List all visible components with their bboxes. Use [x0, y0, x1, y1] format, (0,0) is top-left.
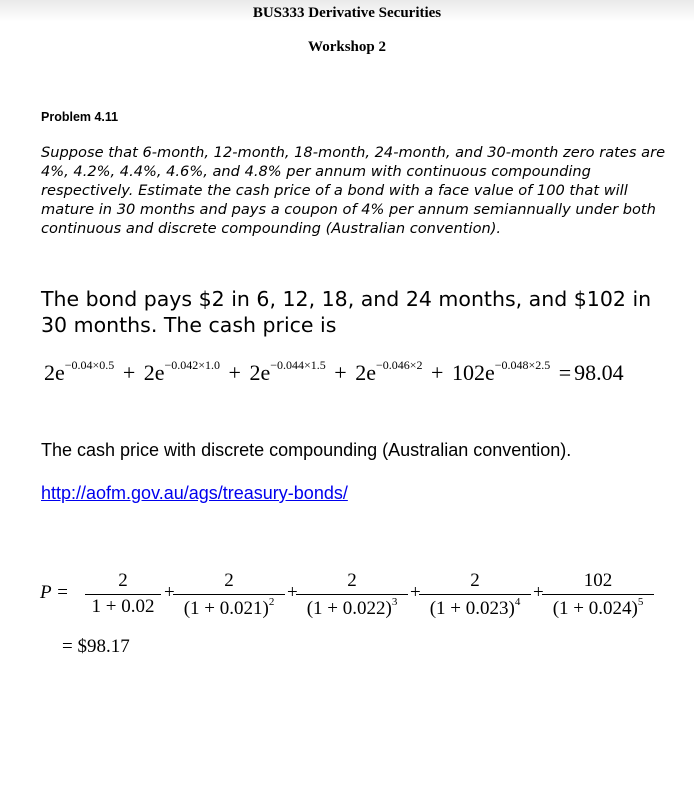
plus-sign: + — [533, 582, 544, 603]
discrete-price-equation — [40, 570, 680, 630]
eq-term-2: $2e^{-0.042\times 1.0}$ — [143, 358, 221, 385]
fraction-4: 2 $(1 + 0.023)^4$ — [419, 570, 531, 620]
eq-term-5: $102e^{-0.048\times 2.5}$ — [451, 358, 551, 385]
fraction-1: 2 1 + 0.02 — [85, 570, 161, 618]
problem-statement: Suppose that 6-month, 12-month, 18-month, 24-month, and 30-month zero rates are 4%, 4.2%, 4.4%, 4.6%, and 4.8% per annum with continuous compounding respectively. Estimate the cash price of a bond with a face value of 100 that will mature in 30 months and pays a coupon of 4% per annum semiannually under both continuous and discrete compounding (Australian convention). — [41, 144, 666, 237]
plus-sign: + — [410, 582, 421, 603]
plus-sign: + — [334, 360, 347, 385]
fraction-2: 2 $(1 + 0.021)^2$ — [173, 570, 285, 620]
discrete-result: = $98.17 — [62, 636, 130, 657]
workshop-title: Workshop 2 — [308, 39, 386, 55]
fraction-5: 102 $(1 + 0.024)^5$ — [542, 570, 654, 620]
plus-sign: + — [122, 360, 136, 385]
eq-term-3: $2e^{-0.044\times 1.5}$ — [249, 358, 326, 385]
problem-label: Problem 4.11 — [41, 110, 119, 124]
fraction-3: 2 $(1 + 0.022)^3$ — [296, 570, 408, 620]
course-title: BUS333 Derivative Securities — [252, 5, 442, 21]
plus-sign: + — [287, 582, 298, 603]
plus-sign: + — [431, 360, 444, 385]
plus-sign: + — [228, 360, 241, 385]
answer-intro: The bond pays $2 in 6, 12, 18, and 24 months, and $102 in 30 months. The cash price is — [41, 287, 652, 337]
price-symbol: P = — [40, 582, 69, 603]
discrete-intro: The cash price with discrete compounding (Australian convention). — [41, 440, 572, 460]
continuous-result: 98.04 — [574, 360, 624, 385]
treasury-bonds-link[interactable]: http://aofm.gov.au/ags/treasury-bonds/ — [41, 483, 348, 503]
eq-term-4: $2e^{-0.046\times 2}$ — [355, 358, 423, 385]
eq-term-1: $2e^{-0.04\times 0.5}$ — [44, 358, 115, 385]
plus-sign: + — [164, 582, 175, 603]
equals-sign: = — [558, 360, 572, 385]
continuous-price-equation — [44, 358, 624, 386]
